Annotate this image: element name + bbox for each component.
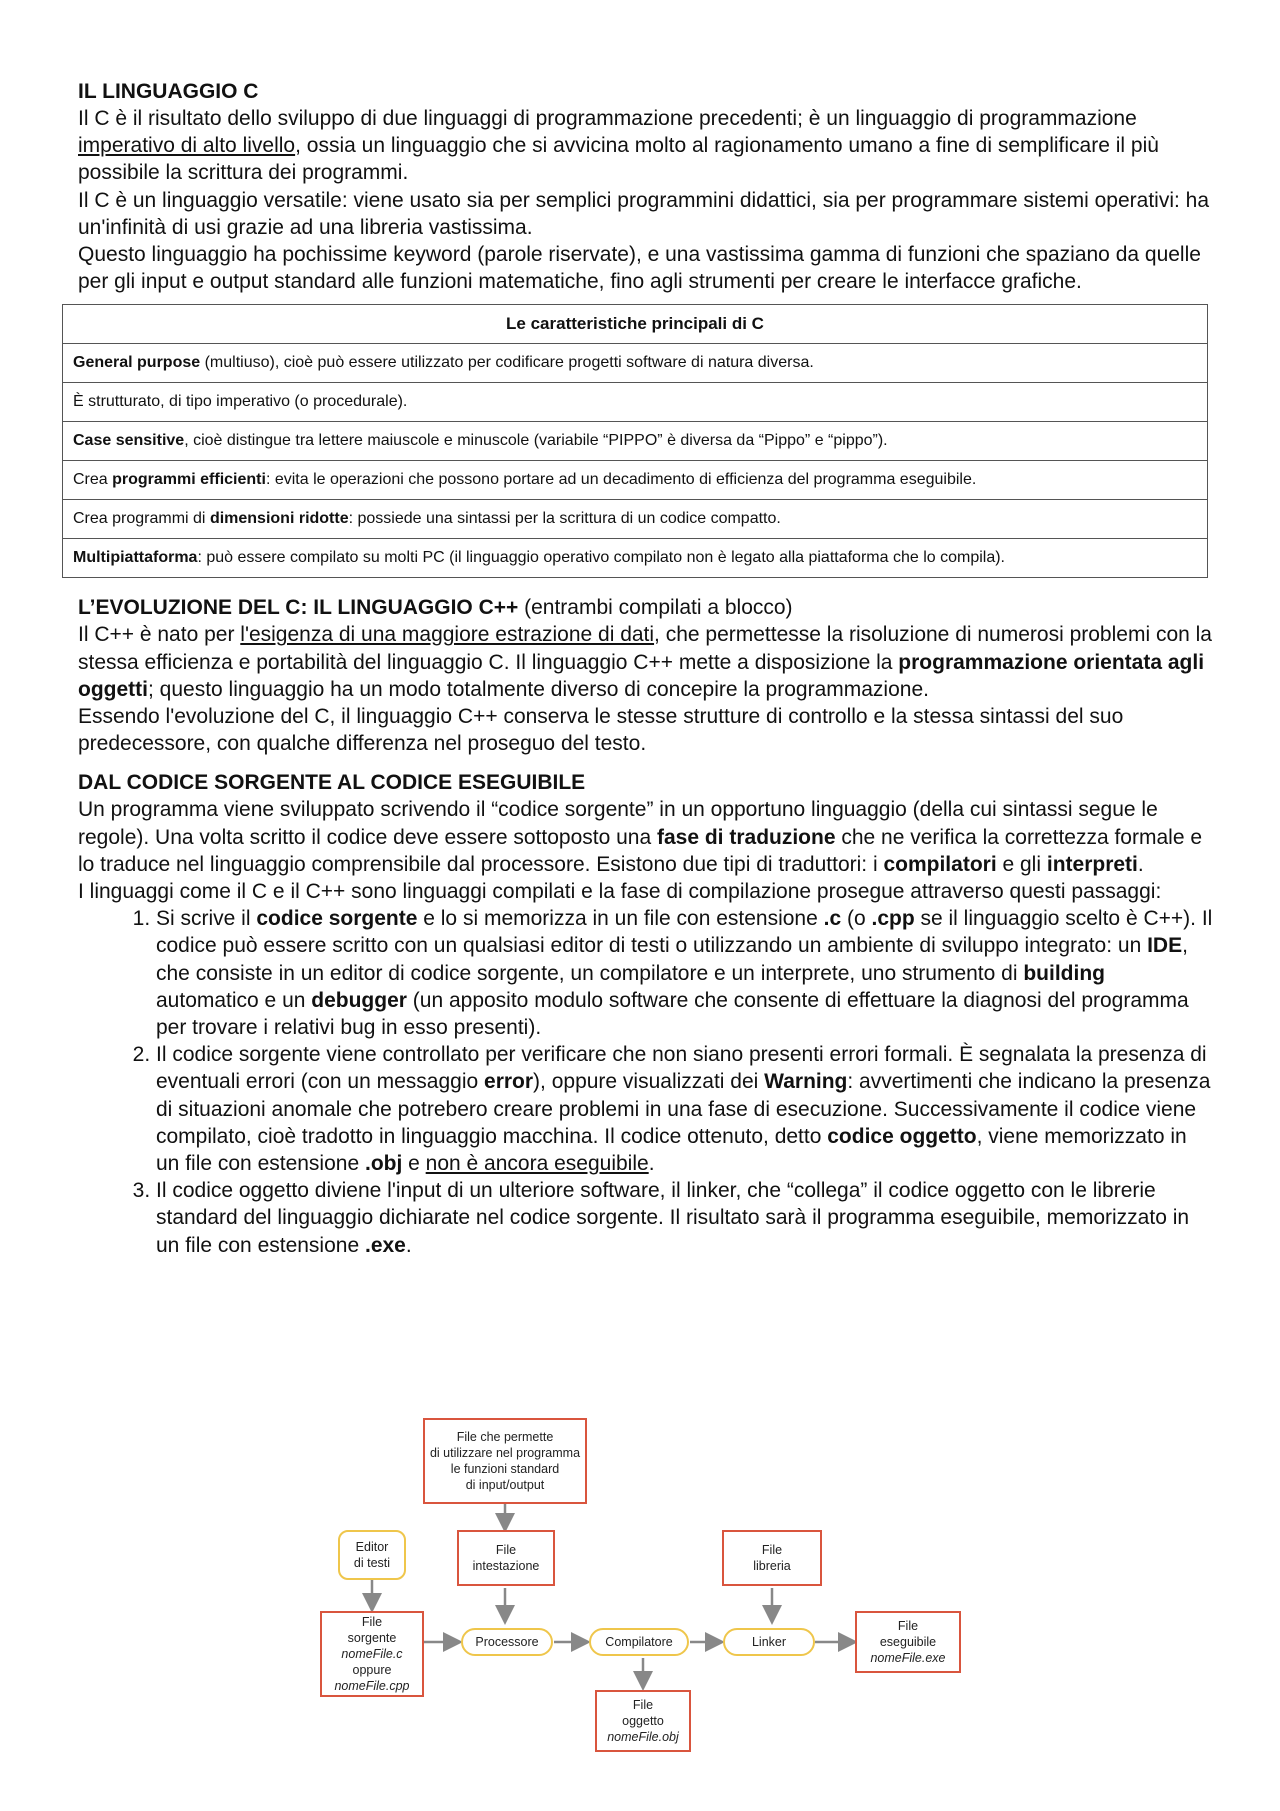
paragraph: Il C è il risultato dello sviluppo di due linguaggi di programmazione precedenti; è un linguaggio di programmazione imperativo di alto livello, ossia un linguaggio che si avvicina molto al ragionamento umano a fine di semplificare il più possibile la scrittura dei programmi. [78,107,1159,185]
table-row: Multipiattaforma: può essere compilato su molti PC (il linguaggio operativo compilato non è legato alla piattaforma che lo compila). [63,539,1208,578]
table-header: Le caratteristiche principali di C [63,305,1208,344]
section-compilazione [78,769,1213,1258]
paragraph: Essendo l'evoluzione del C, il linguaggio C++ conserva le stesse strutture di controllo e la stessa sintassi del suo predecessore, con qualche differenza nel proseguo del testo. [78,705,1124,756]
table-row: General purpose (multiuso), cioè può essere utilizzato per codificare progetti software di natura diversa. [63,344,1208,383]
paragraph: Un programma viene sviluppato scrivendo il “codice sorgente” in un opportuno linguaggio (della cui sintassi segue le regole). Una volta scritto il codice deve essere sottoposto una fase di traduzione che ne verifica la correttezza formale e lo traduce nel linguaggio comprensibile dal processore. Esistono due tipi di traduttori: i compilatori e gli interpreti. [78,798,1203,876]
list-item: 3. Il codice oggetto diviene l'input di un ulteriore software, il linker, che “collega” il codice oggetto con le librerie standard del linguaggio dichiarate nel codice sorgente. Il risultato sarà il programma eseguibile, memorizzato in un file con estensione .exe. [156,1177,1213,1259]
section-title-compilazione: DAL CODICE SORGENTE AL CODICE ESEGUIBILE [78,771,586,795]
table-row: Case sensitive, cioè distingue tra lettere maiuscole e minuscole (variabile “PIPPO” è diversa da “Pippo” e “pippo”). [63,422,1208,461]
executable-file-box: File eseguibile nomeFile.exe [855,1611,961,1673]
header-file-note-box: File che permette di utilizzare nel programma le funzioni standard di input/output [423,1418,587,1504]
section-title-cpp: L’EVOLUZIONE DEL C: IL LINGUAGGIO C++ (entrambi compilati a blocco) [78,596,793,620]
editor-box: Editor di testi [338,1530,406,1580]
paragraph: Il C++ è nato per l'esigenza di una maggiore estrazione di dati, che permettesse la risoluzione di numerosi problemi con la stessa efficienza e portabilità del linguaggio C. Il linguaggio C++ mette a disposizione la programmazione orientata agli oggetti; questo linguaggio ha un modo totalmente diverso di concepire la programmazione. [78,623,1212,701]
list-item: 2. Il codice sorgente viene controllato per verificare che non siano presenti errori formali. È segnalata la presenza di eventuali errori (con un messaggio error), oppure visualizzati dei Warning: avvertimenti che indicano la presenza di situazioni anomale che potrebero creare problemi in una fase di esecuzione. Successivamente il codice viene compilato, cioè tradotto in linguaggio macchina. Il codice ottenuto, detto codice oggetto, viene memorizzato in un file con estensione .obj e non è ancora eseguibile. [156,1041,1213,1177]
features-table [62,304,1208,578]
list-item: 1. Si scrive il codice sorgente e lo si memorizza in un file con estensione .c (o .cpp se il linguaggio scelto è C++). Il codice può essere scritto con un qualsiasi editor di testi o utilizzando un ambiente di sviluppo integrato: un IDE, che consiste in un editor di codice sorgente, un compilatore e un interprete, uno strumento di building automatico e un debugger (un apposito modulo software che consente di effettuare la diagnosi del programma per trovare i relativi bug in esso presenti). [156,905,1213,1041]
paragraph: Questo linguaggio ha pochissime keyword (parole riservate), e una vastissima gamma di funzioni che spaziano da quelle per gli input e output standard alle funzioni matematiche, fino agli strumenti per creare le interfacce grafiche. [78,243,1201,294]
steps-list [78,905,1213,1259]
linker-node: Linker [723,1628,815,1656]
document-page [73,78,1213,1259]
processor-node: Processore [461,1628,553,1656]
object-file-box: File oggetto nomeFile.obj [595,1690,691,1752]
section-cpp [78,594,1213,757]
header-file-box: File intestazione [457,1530,555,1586]
paragraph: Il C è un linguaggio versatile: viene usato sia per semplici programmini didattici, sia per programmare sistemi operativi: ha un'infinità di usi grazie ad una libreria vastissima. [78,188,1210,239]
compilation-diagram [320,1418,980,1778]
library-file-box: File libreria [722,1530,822,1586]
compiler-node: Compilatore [589,1628,689,1656]
table-row: Crea programmi di dimensioni ridotte: possiede una sintassi per la scrittura di un codice compatto. [63,500,1208,539]
paragraph: I linguaggi come il C e il C++ sono linguaggi compilati e la fase di compilazione prosegue attraverso questi passaggi: [78,880,1162,904]
table-row: È strutturato, di tipo imperativo (o procedurale). [63,383,1208,422]
table-row: Crea programmi efficienti: evita le operazioni che possono portare ad un decadimento di efficienza del programma eseguibile. [63,461,1208,500]
section-title-linguaggio-c: IL LINGUAGGIO C [78,80,259,103]
source-file-box: File sorgente nomeFile.c oppure nomeFile.cpp [320,1611,424,1697]
